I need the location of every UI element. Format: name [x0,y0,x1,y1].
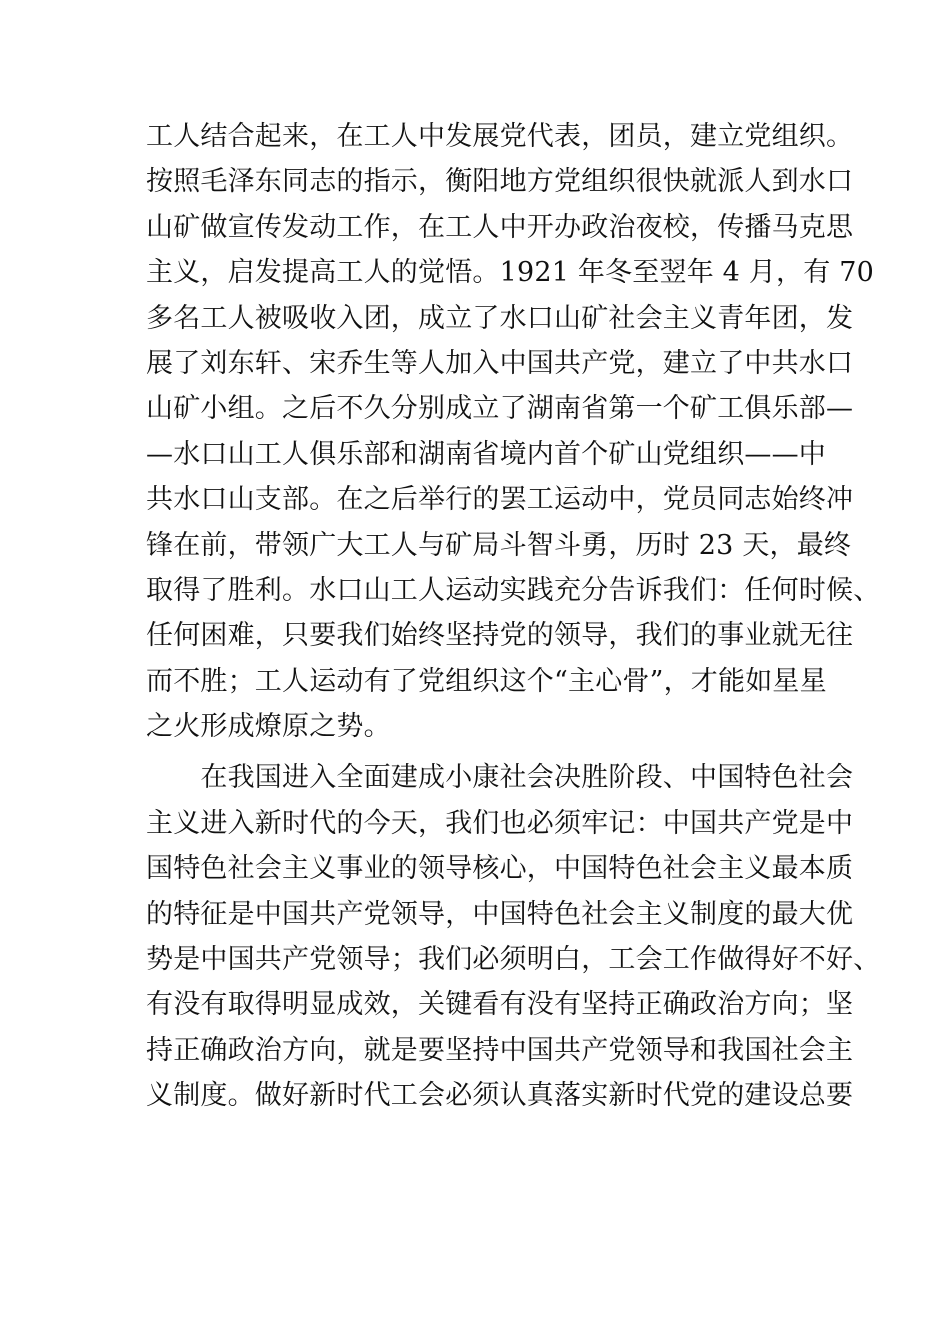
text-line: 的特征是中国共产党领导，中国特色社会主义制度的最大优 [146,898,854,930]
text-line: —水口山工人俱乐部和湖南省境内首个矿山党组织——中 [146,438,826,470]
text-line: 势是中国共产党领导；我们必须明白，工会工作做得好不好、 [146,944,881,976]
text-line: 共水口山支部。在之后举行的罢工运动中，党员同志始终冲 [146,484,854,516]
paragraph-2 [146,755,881,1118]
text-line: 之火形成燎原之势。 [146,711,391,743]
body-text [146,114,881,1119]
text-line: 山矿做宣传发动工作，在工人中开办政治夜校，传播马克思 [146,211,854,243]
text-line: 国特色社会主义事业的领导核心，中国特色社会主义最本质 [146,853,854,885]
text-line: 而不胜；工人运动有了党组织这个“主心骨”，才能如星星 [146,665,827,697]
text-line: 主义进入新时代的今天，我们也必须牢记：中国共产党是中 [146,807,854,839]
text-line: 主义，启发提高工人的觉悟。1921 年冬至翌年 4 月，有 70 [146,257,874,289]
text-line: 山矿小组。之后不久分别成立了湖南省第一个矿工俱乐部— [146,393,854,425]
text-line: 取得了胜利。水口山工人运动实践充分告诉我们：任何时候、 [146,574,881,606]
text-line: 多名工人被吸收入团，成立了水口山矿社会主义青年团，发 [146,302,854,334]
text-line: 展了刘东轩、宋乔生等人加入中国共产党，建立了中共水口 [146,347,854,379]
text-line: 有没有取得明显成效，关键看有没有坚持正确政治方向；坚 [146,989,854,1021]
text-line: 义制度。做好新时代工会必须认真落实新时代党的建设总要 [146,1080,854,1112]
text-line: 在我国进入全面建成小康社会决胜阶段、中国特色社会 [146,762,854,794]
text-line: 持正确政治方向，就是要坚持中国共产党领导和我国社会主 [146,1034,854,1066]
text-line: 锋在前，带领广大工人与矿局斗智斗勇，历时 23 天，最终 [146,529,852,561]
text-line: 工人结合起来，在工人中发展党代表，团员，建立党组织。 [146,121,854,152]
paragraph-1 [146,114,881,749]
text-line: 任何困难，只要我们始终坚持党的领导，我们的事业就无往 [146,620,854,652]
text-line: 按照毛泽东同志的指示，衡阳地方党组织很快就派人到水口 [146,166,854,198]
